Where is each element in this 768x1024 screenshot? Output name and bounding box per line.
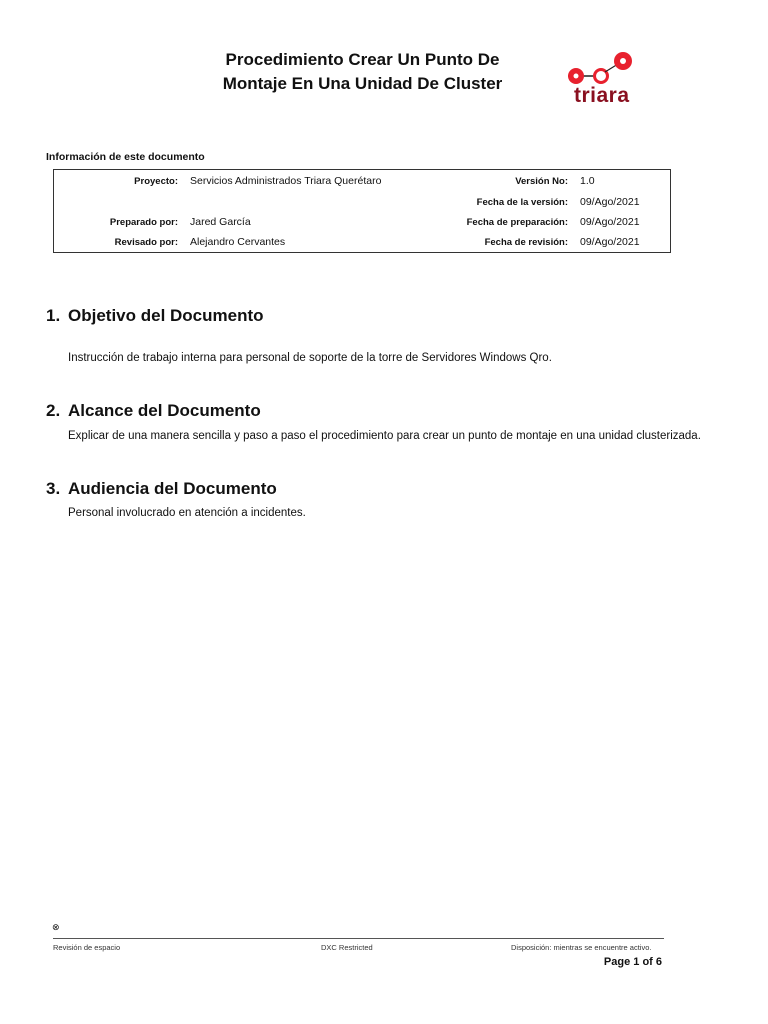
- label-version: Versión No:: [515, 176, 568, 187]
- title-line-2: Montaje En Una Unidad De Cluster: [222, 74, 503, 93]
- label-reviewed-by: Revisado por:: [114, 237, 178, 248]
- section-1-heading: [46, 306, 264, 326]
- footer-divider: [53, 938, 664, 939]
- value-project: Servicios Administrados Triara Querétaro: [190, 175, 382, 187]
- page-number: Page 1 of 6: [603, 956, 662, 968]
- title-line-1: Procedimiento Crear Un Punto De: [225, 50, 500, 69]
- info-row-reviewed: [54, 233, 670, 253]
- label-prepared-by: Preparado por:: [109, 217, 178, 228]
- info-heading: Información de este documento: [46, 151, 205, 163]
- info-row-version-date: [54, 193, 670, 213]
- section-3-title: Audiencia del Documento: [68, 479, 277, 498]
- label-preparation-date: Fecha de preparación:: [466, 217, 568, 228]
- triara-logo: [560, 46, 644, 116]
- section-1-number: 1.: [46, 306, 61, 325]
- value-review-date: 09/Ago/2021: [580, 236, 640, 248]
- label-review-date: Fecha de revisión:: [484, 237, 568, 248]
- info-row-prepared: [54, 213, 670, 233]
- section-2-body: Explicar de una manera sencilla y paso a paso el procedimiento para crear un punto de montaje en una unidad clusterizada.: [68, 430, 701, 442]
- section-1-body: Instrucción de trabajo interna para personal de soporte de la torre de Servidores Windows Qro.: [68, 352, 552, 364]
- label-project: Proyecto:: [134, 176, 178, 187]
- section-3-heading: [46, 479, 277, 499]
- footer-mark-icon: ⊗: [52, 922, 60, 932]
- section-2-heading: [46, 401, 261, 421]
- section-3-body: Personal involucrado en atención a incidentes.: [68, 507, 306, 519]
- value-preparation-date: 09/Ago/2021: [580, 216, 640, 228]
- label-version-date: Fecha de la versión:: [476, 197, 568, 208]
- section-3-number: 3.: [46, 479, 61, 498]
- footer-left: Revisión de espacio: [53, 943, 121, 952]
- logo-text: triara: [574, 84, 630, 107]
- document-title: [180, 48, 545, 96]
- value-version-date: 09/Ago/2021: [580, 196, 640, 208]
- section-2-title: Alcance del Documento: [68, 401, 261, 420]
- info-table: [53, 169, 671, 253]
- section-2-number: 2.: [46, 401, 61, 420]
- info-row-project: [54, 172, 670, 192]
- value-reviewed-by: Alejandro Cervantes: [190, 236, 286, 248]
- value-prepared-by: Jared García: [190, 216, 251, 228]
- footer-right: Disposición: mientras se encuentre activo.: [511, 943, 652, 952]
- footer-center: DXC Restricted: [321, 943, 373, 952]
- value-version: 1.0: [580, 175, 595, 187]
- section-1-title: Objetivo del Documento: [68, 306, 264, 325]
